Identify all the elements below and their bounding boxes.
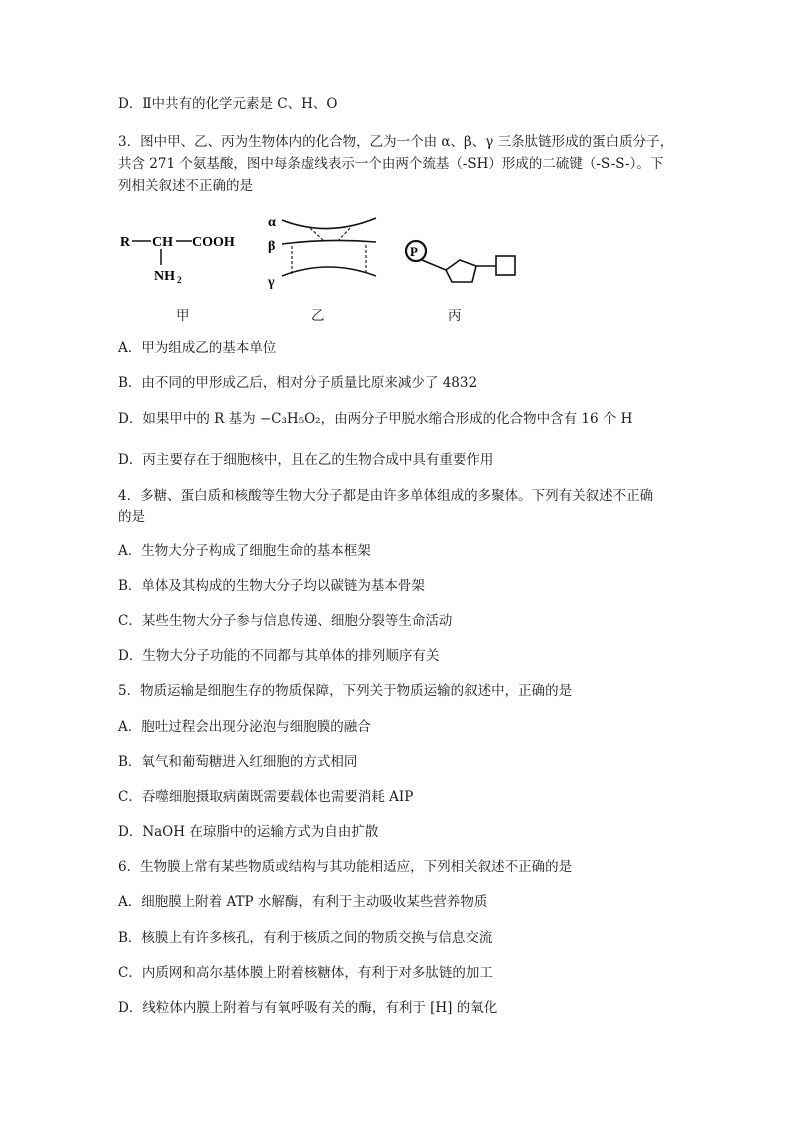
q3-option-a: A．甲为组成乙的基本单位	[118, 340, 277, 356]
q3-option-d: D．丙主要存在于细胞核中，且在乙的生物合成中具有重要作用	[118, 452, 494, 468]
protein-three-chains	[267, 215, 376, 290]
q5-option-d: D．NaOH 在琼脂中的运输方式为自由扩散	[118, 824, 379, 840]
alpha-label: α	[268, 215, 276, 230]
phosphate-label: P	[410, 244, 418, 259]
q4-option-a: A．生物大分子构成了细胞生命的基本框架	[118, 543, 371, 559]
disulfide-bond-1	[310, 228, 324, 241]
q6-option-b: B．核膜上有许多核孔，有利于核质之间的物质交换与信息交流	[118, 930, 493, 946]
cooh-text: COOH	[192, 235, 235, 250]
label-bing: 丙	[448, 308, 462, 324]
q4-option-d: D．生物大分子功能的不同都与其单体的排列顺序有关	[118, 648, 440, 664]
pentose-sugar	[446, 260, 476, 282]
label-yi: 乙	[311, 308, 325, 324]
question-4-stem-line-2: 的是	[118, 509, 145, 525]
q3-option-c: D．如果甲中的 R 基为 −C₃H₅O₂，由两分子甲脱水缩合形成的化合物中含有 16 个 H	[118, 411, 633, 427]
gamma-chain	[282, 267, 376, 276]
beta-label: β	[268, 239, 276, 254]
question-3-stem-line-3: 列相关叙述不正确的是	[118, 178, 253, 194]
disulfide-bond-2	[338, 228, 350, 241]
question-3-stem-line-1: 3．图中甲、乙、丙为生物体内的化合物，乙为一个由 α、β、γ 三条肽链形成的蛋白质分子，	[118, 134, 674, 150]
nh2-subscript: 2	[177, 275, 182, 285]
q4-option-c: C．某些生物大分子参与信息传递、细胞分裂等生命活动	[118, 613, 453, 629]
q5-option-b: B．氧气和葡萄糖进入红细胞的方式相同	[118, 754, 358, 770]
alpha-chain	[282, 218, 376, 229]
q5-option-c: C．吞噬细胞摄取病菌既需要载体也需要消耗 AIP	[118, 789, 414, 805]
question-3-figure	[118, 208, 538, 328]
beta-chain	[282, 240, 376, 244]
q4-option-b: B．单体及其构成的生物大分子均以碳链为基本骨架	[118, 578, 425, 594]
option-d-q2: D．Ⅱ中共有的化学元素是 C、H、O	[118, 96, 338, 112]
nucleotide-structure	[406, 241, 515, 282]
q3-option-b: B．由不同的甲形成乙后，相对分子质量比原来减少了 4832	[118, 375, 478, 391]
question-4-stem-line-1: 4．多糖、蛋白质和核酸等生物大分子都是由许多单体组成的多聚体。下列有关叙述不正确	[118, 488, 654, 504]
nh2-text: NH	[154, 269, 175, 284]
q6-option-d: D．线粒体内膜上附着与有氧呼吸有关的酶，有利于 [H] 的氧化	[118, 1000, 498, 1016]
r-group-text: R	[120, 235, 131, 250]
question-5-stem: 5．物质运输是细胞生存的物质保障，下列关于物质运输的叙述中，正确的是	[118, 683, 573, 699]
question-3-stem-line-2: 共含 271 个氨基酸，图中每条虚线表示一个由两个巯基（-SH）形成的二硫键（-S-S-）。下	[118, 156, 664, 172]
ch-text: CH	[152, 235, 173, 250]
q6-option-a: A．细胞膜上附着 ATP 水解酶，有利于主动吸收某些营养物质	[118, 894, 488, 910]
amino-acid-structure	[120, 235, 235, 285]
gamma-label: γ	[268, 275, 275, 290]
base-square	[496, 256, 515, 275]
label-jia: 甲	[176, 308, 190, 324]
q6-option-c: C．内质网和高尔基体膜上附着核糖体，有利于对多肽链的加工	[118, 965, 493, 981]
q5-option-a: A．胞吐过程会出现分泌泡与细胞膜的融合	[118, 719, 371, 735]
question-6-stem: 6．生物膜上常有某些物质或结构与其功能相适应，下列相关叙述不正确的是	[118, 859, 573, 875]
